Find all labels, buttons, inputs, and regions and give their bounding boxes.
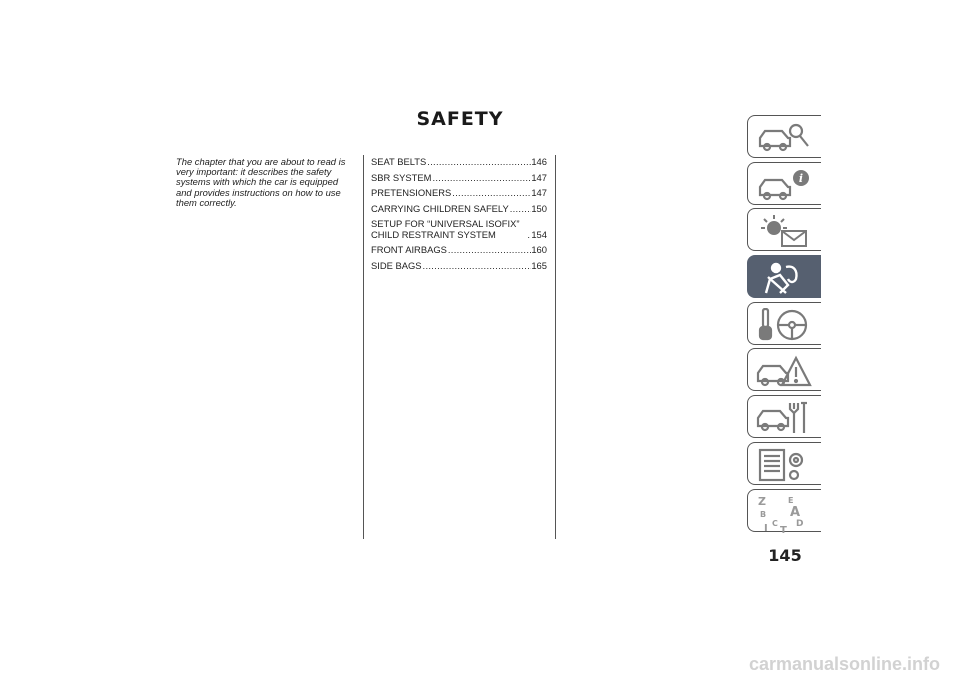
column-divider-left <box>363 155 364 539</box>
svg-text:i: i <box>798 171 804 185</box>
tab-starting-driving[interactable] <box>747 302 821 345</box>
toc-leader <box>423 261 532 271</box>
toc-page: 147 <box>531 171 547 183</box>
toc-title: SETUP FOR “UNIVERSAL ISOFIX” CHILD RESTRAINT SYSTEM <box>371 218 520 240</box>
toc-entry-side-bags[interactable] <box>371 261 547 271</box>
intro-paragraph: The chapter that you are about to read is very important: it describes the safety systems with which the car is equipped and provides instructions on how to use them correctly. <box>176 156 346 208</box>
index-letter: C <box>772 518 778 528</box>
section-title: SAFETY <box>416 108 504 130</box>
toc-title: PRETENSIONERS <box>371 187 452 199</box>
watermark: carmanualsonline.info <box>748 654 940 674</box>
toc-title: FRONT AIRBAGS <box>371 244 447 256</box>
alphabetical-index-icon <box>756 495 816 533</box>
tab-knowing-instrument-panel[interactable] <box>747 162 821 205</box>
toc-entry-carrying-children[interactable] <box>371 204 547 214</box>
car-info-icon <box>756 168 812 202</box>
tab-warning-lights-messages[interactable] <box>747 208 821 251</box>
toc-page: 165 <box>531 259 547 271</box>
toc-page: 160 <box>531 244 547 256</box>
toc-page: 150 <box>531 202 547 214</box>
index-letter: I <box>764 522 768 533</box>
tab-getting-to-know-car[interactable] <box>747 115 821 158</box>
page-number: 145 <box>768 546 802 565</box>
tab-servicing-maintenance[interactable] <box>747 395 821 438</box>
toc-leader <box>432 173 531 183</box>
index-letter: T <box>780 524 787 533</box>
toc-leader <box>427 157 531 167</box>
index-letter: B <box>760 509 767 519</box>
toc-entry-sbr-system[interactable] <box>371 173 547 183</box>
tab-safety[interactable] <box>747 255 821 298</box>
tab-in-an-emergency[interactable] <box>747 348 821 391</box>
toc-leader <box>452 188 531 198</box>
chapter-tabs <box>747 115 821 535</box>
key-steering-wheel-icon <box>756 308 812 342</box>
tab-alphabetical-index[interactable] <box>747 489 821 532</box>
toc-title: SIDE BAGS <box>371 259 422 271</box>
toc-leader <box>510 204 532 214</box>
tab-technical-specifications[interactable] <box>747 442 821 485</box>
toc-title: CARRYING CHILDREN SAFELY <box>371 202 509 214</box>
index-letter: A <box>790 504 801 520</box>
warning-light-message-icon <box>756 214 812 248</box>
index-letter: D <box>796 518 804 529</box>
toc-page: 154 <box>531 228 547 240</box>
table-of-contents <box>371 157 547 276</box>
column-divider-right <box>555 155 556 539</box>
toc-title: SBR SYSTEM <box>371 171 432 183</box>
seatbelt-airbag-icon <box>756 261 812 295</box>
specifications-gear-icon <box>756 448 812 482</box>
toc-entry-pretensioners[interactable] <box>371 188 547 198</box>
toc-leader <box>448 245 531 255</box>
toc-title: SEAT BELTS <box>371 156 427 167</box>
index-letter: E <box>788 495 794 505</box>
car-search-icon <box>756 121 812 155</box>
car-warning-triangle-icon <box>756 354 812 388</box>
car-tools-icon <box>756 401 812 435</box>
toc-page: 146 <box>531 156 547 167</box>
toc-entry-seat-belts[interactable] <box>371 157 547 167</box>
toc-page: 147 <box>531 187 547 199</box>
index-letter: Z <box>758 494 766 508</box>
toc-entry-isofix[interactable] <box>371 219 547 239</box>
toc-entry-front-airbags[interactable] <box>371 245 547 255</box>
